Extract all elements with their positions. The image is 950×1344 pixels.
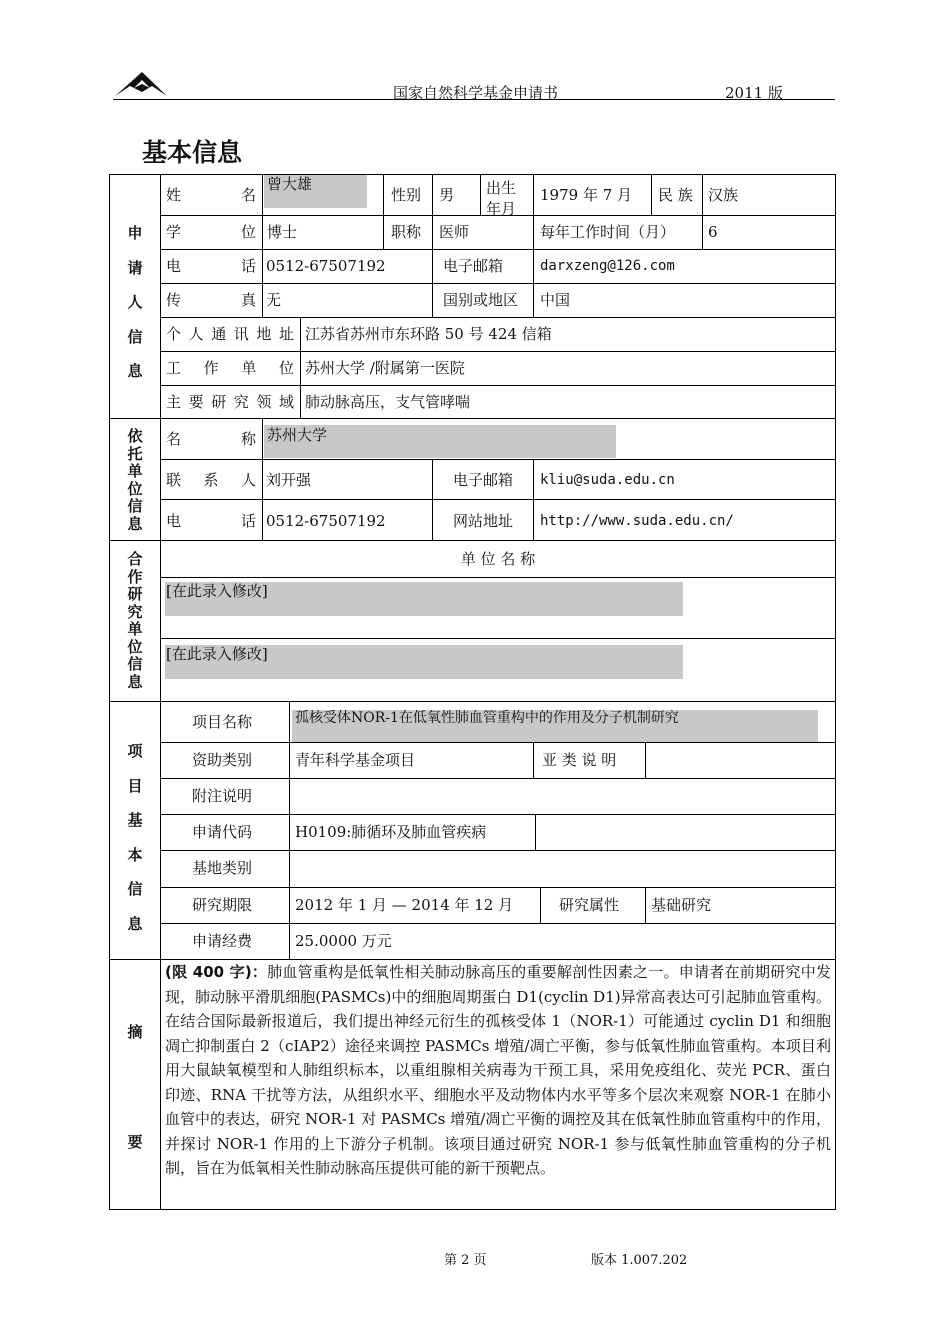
institution-group-label xyxy=(110,428,160,533)
funding-type-label: 资助类别 xyxy=(192,751,253,769)
title-value: 医师 xyxy=(439,223,470,241)
phone-label: 电 话 xyxy=(166,257,256,275)
birth-value: 1979 年 7 月 xyxy=(540,186,633,204)
country-value: 中国 xyxy=(540,291,571,309)
project-group-label xyxy=(110,734,160,942)
code-label: 申请代码 xyxy=(192,823,253,841)
gender-value: 男 xyxy=(439,186,455,204)
birth-label-box xyxy=(481,175,533,215)
project-name-label: 项目名称 xyxy=(192,713,253,731)
ethnic-label: 民 族 xyxy=(658,186,693,204)
header-title: 国家自然科学基金申请书 xyxy=(393,84,559,102)
funding-type-value: 青年科学基金项目 xyxy=(295,751,416,769)
cooperation-group-text: 合作研究单位信息 xyxy=(127,550,143,691)
institution-name-value: 苏州大学 xyxy=(267,426,328,444)
header-version: 2011 版 xyxy=(725,84,783,102)
period-label: 研究期限 xyxy=(192,896,253,914)
country-label: 国别或地区 xyxy=(443,291,519,309)
title-label: 职称 xyxy=(391,223,422,241)
abstract-prefix: (限 400 字)： xyxy=(165,963,268,981)
work-time-value: 6 xyxy=(708,223,718,241)
address-label: 个 人 通 讯 地 址 xyxy=(166,325,294,343)
sub-type-label: 亚 类 说 明 xyxy=(542,751,617,769)
section-title: 基本信息 xyxy=(142,138,243,167)
abstract-body xyxy=(165,960,831,1181)
abstract-label-top: 摘 xyxy=(127,1023,143,1041)
institution-email-label: 电子邮箱 xyxy=(453,471,514,489)
abstract-label-bottom: 要 xyxy=(127,1133,143,1151)
cooperation-header: 单 位 名 称 xyxy=(460,550,536,568)
period-value: 2012 年 1 月 — 2014 年 12 月 xyxy=(295,896,514,914)
applicant-group-label xyxy=(110,216,160,389)
degree-value: 博士 xyxy=(267,223,298,241)
institution-group-text: 依托单位信息 xyxy=(127,427,143,533)
abstract-text: 肺血管重构是低氧性相关肺动脉高压的重要解剖性因素之一。申请者在前期研究中发现，肺动脉平滑肌细胞(PASMCs)中的细胞周期蛋白 D1(cyclin D1)异常高表达可引起肺血管重构。在结合国际最新报道后，我们提出神经元衍生的孤核受体 1（NOR-1）可能通过 cyclin D1 和细胞凋亡抑制蛋白 2（cIAP2）途径来调控 PASMCs 增殖/凋亡平衡，参与低氧性肺血管重构。本项目利用大鼠缺氧模型和人肺组织标本，以重组腺相关病毒为干预工具，采用免疫组化、荧光 PCR、蛋白印迹、RNA 干扰等方法，从组织水平、细胞水平及动物体内水平等多个层次来观察 NOR-1 在肺小血管中的表达，研究 NOR-1 对 PASMCs 增殖/凋亡平衡的调控及其在低氧性肺血管重构中的作用，并探讨 NOR-1 作用的上下游分子机制。该项目通过研究 NOR-1 参与低氧性肺血管重构的分子机制，旨在为低氧相关性肺动脉高压提供可能的新干预靶点。 xyxy=(165,963,831,1177)
attribute-value: 基础研究 xyxy=(651,896,712,914)
cooperation-group-label xyxy=(110,551,160,691)
work-unit-label: 工 作 单 位 xyxy=(166,359,294,377)
email-label: 电子邮箱 xyxy=(443,257,504,275)
base-type-label: 基地类别 xyxy=(192,859,253,877)
fax-value: 无 xyxy=(266,291,282,309)
field-label: 主 要 研 究 领 域 xyxy=(166,393,294,411)
institution-email-value: kliu@suda.edu.cn xyxy=(540,472,675,488)
budget-label: 申请经费 xyxy=(192,932,253,950)
footer-page: 第 2 页 xyxy=(444,1253,487,1268)
cooperation-entry-1[interactable]: [在此录入修改] xyxy=(166,582,268,600)
website-value: http://www.suda.edu.cn/ xyxy=(540,513,734,529)
project-name-value: 孤核受体NOR-1在低氧性肺血管重构中的作用及分子机制研究 xyxy=(295,710,679,726)
cooperation-entry-2[interactable]: [在此录入修改] xyxy=(166,645,268,663)
name-label: 姓 名 xyxy=(166,186,256,204)
footer-version: 版本 1.007.202 xyxy=(591,1253,688,1268)
website-label: 网站地址 xyxy=(453,512,514,530)
phone-value: 0512-67507192 xyxy=(266,257,386,275)
email-value: darxzeng@126.com xyxy=(540,258,675,274)
contact-value: 刘开强 xyxy=(266,471,312,489)
project-group-text: 项目基本信息 xyxy=(127,742,143,933)
header-rule xyxy=(113,99,835,100)
institution-phone-value: 0512-67507192 xyxy=(266,512,386,530)
birth-label: 出生年月 xyxy=(486,179,517,215)
ethnic-value: 汉族 xyxy=(708,186,739,204)
name-value: 曾大雄 xyxy=(267,175,313,193)
notes-label: 附注说明 xyxy=(192,787,253,805)
nsfc-logo xyxy=(112,68,170,98)
budget-value: 25.0000 万元 xyxy=(295,932,392,950)
institution-name-label: 名 称 xyxy=(166,430,256,448)
gender-label: 性别 xyxy=(391,186,422,204)
fax-label: 传 真 xyxy=(166,291,256,309)
degree-label: 学 位 xyxy=(166,223,256,241)
field-value: 肺动脉高压，支气管哮喘 xyxy=(305,393,471,411)
institution-phone-label: 电 话 xyxy=(166,512,256,530)
attribute-label: 研究属性 xyxy=(559,896,620,914)
code-value: H0109:肺循环及肺血管疾病 xyxy=(295,823,487,841)
applicant-group-text: 申请人信息 xyxy=(127,224,143,380)
address-value: 江苏省苏州市东环路 50 号 424 信箱 xyxy=(305,325,552,343)
contact-label: 联 系 人 xyxy=(166,471,256,489)
work-time-label: 每年工作时间（月） xyxy=(540,223,676,241)
work-unit-value: 苏州大学 /附属第一医院 xyxy=(305,359,465,377)
